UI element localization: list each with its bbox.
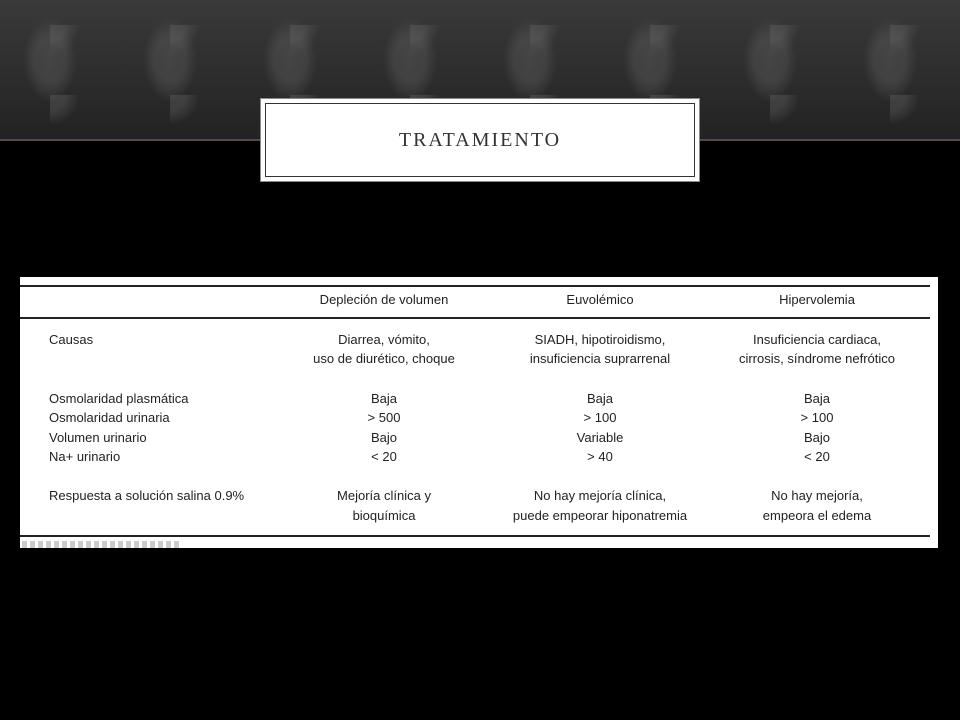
header-deplecion: Depleción de volumen — [319, 292, 449, 307]
respuesta-hipervolemia-line2: empeora el edema — [762, 508, 872, 523]
causas-hipervolemia-line1: Insuficiencia cardiaca, — [753, 332, 881, 347]
hyponatremia-table — [20, 277, 938, 548]
row-label-osm-urinaria: Osmolaridad urinaria — [49, 410, 170, 425]
causas-deplecion-line1: Diarrea, vómito, — [338, 332, 430, 347]
na-urinario-deplecion: < 20 — [371, 449, 397, 464]
table-top-rule — [20, 285, 930, 287]
causas-euvolemico-line1: SIADH, hipotiroidismo, — [534, 332, 666, 347]
cropped-footnote-remnant — [22, 541, 182, 548]
row-label-respuesta: Respuesta a solución salina 0.9% — [49, 488, 245, 503]
respuesta-deplecion-line1: Mejoría clínica y — [337, 488, 431, 503]
row-label-volumen-urinario: Volumen urinario — [49, 430, 147, 445]
osm-urinaria-hipervolemia: > 100 — [800, 410, 834, 425]
respuesta-euvolemico-line2: puede empeorar hiponatremia — [512, 508, 688, 523]
osm-plasmatica-euvolemico: Baja — [586, 391, 614, 406]
osm-plasmatica-deplecion: Baja — [370, 391, 398, 406]
slide-title: TRATAMIENTO — [398, 128, 562, 151]
title-frame — [260, 98, 700, 182]
row-label-na-urinario: Na+ urinario — [49, 449, 121, 464]
osm-urinaria-deplecion: > 500 — [367, 410, 401, 425]
osm-urinaria-euvolemico: > 100 — [583, 410, 617, 425]
table-bottom-rule — [20, 535, 930, 537]
volumen-urinario-deplecion: Bajo — [370, 430, 398, 445]
respuesta-euvolemico-line1: No hay mejoría clínica, — [533, 488, 667, 503]
causas-euvolemico-line2: insuficiencia suprarrenal — [529, 351, 671, 366]
causas-deplecion-line2: uso de diurético, choque — [313, 351, 455, 366]
causas-hipervolemia-line2: cirrosis, síndrome nefrótico — [738, 351, 896, 366]
row-label-causas: Causas — [49, 332, 94, 347]
row-label-osm-plasmatica: Osmolaridad plasmática — [49, 391, 189, 406]
header-euvolemico: Euvolémico — [566, 292, 634, 307]
na-urinario-euvolemico: > 40 — [587, 449, 613, 464]
osm-plasmatica-hipervolemia: Baja — [803, 391, 831, 406]
volumen-urinario-euvolemico: Variable — [576, 430, 624, 445]
volumen-urinario-hipervolemia: Bajo — [803, 430, 831, 445]
na-urinario-hipervolemia: < 20 — [804, 449, 830, 464]
header-hipervolemia: Hipervolemia — [779, 292, 855, 307]
respuesta-deplecion-line2: bioquímica — [352, 508, 416, 523]
title-inner-border — [265, 103, 695, 177]
respuesta-hipervolemia-line1: No hay mejoría, — [771, 488, 863, 503]
table-header-rule — [20, 317, 930, 319]
